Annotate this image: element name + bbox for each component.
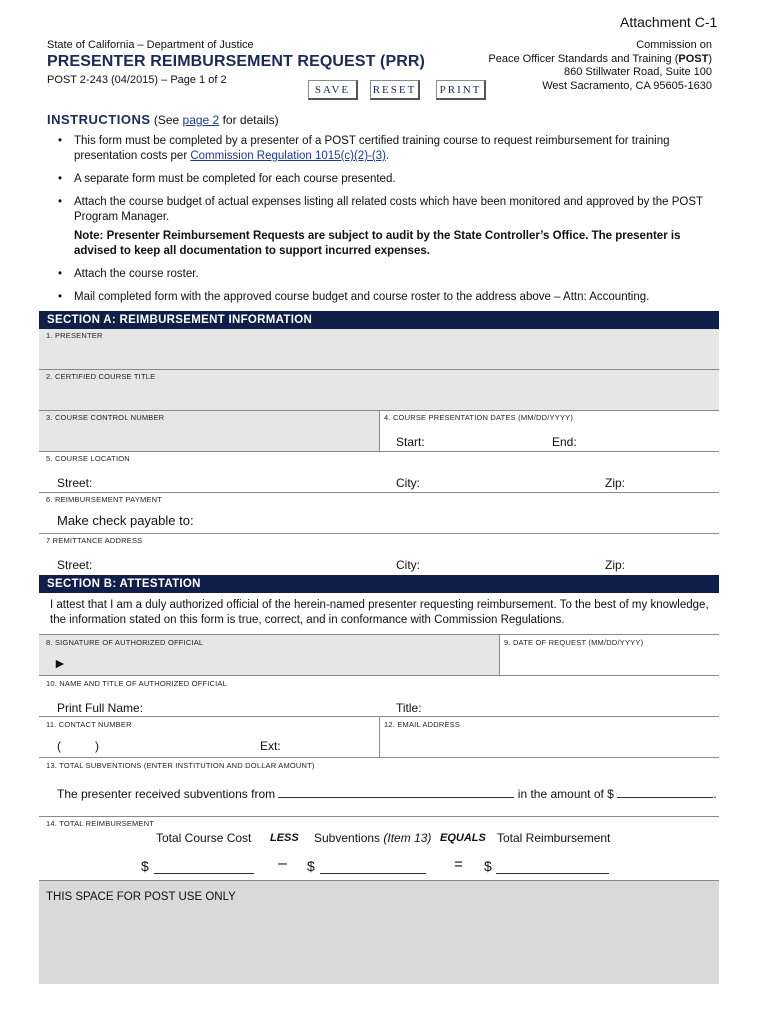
signature-arrow-icon: ► xyxy=(53,655,67,671)
page-2-link[interactable]: page 2 xyxy=(182,113,220,127)
section-a-header: SECTION A: REIMBURSEMENT INFORMATION xyxy=(39,311,719,329)
audit-note: Note: Presenter Reimbursement Requests are subject to audit by the State Controller’s Office. The presenter is advised to keep all documentation to support incurred expenses. xyxy=(74,230,681,257)
subventions-sentence: The presenter received subventions from in the amount of $ . xyxy=(57,787,717,801)
contact-number-label: 11. CONTACT NUMBER xyxy=(46,720,132,729)
list-item: • Attach the course roster. xyxy=(58,267,708,282)
start-date-label: Start: xyxy=(396,435,425,449)
commission-address: Commission on Peace Officer Standards and Training (POST) 860 Stillwater Road, Suite 100 West Sacramento, CA 95605-1630 xyxy=(488,39,712,92)
remit-zip-label: Zip: xyxy=(605,558,626,572)
subventions-amount-field[interactable] xyxy=(320,873,426,874)
payable-to-label: Make check payable to: xyxy=(57,513,194,528)
total-reimbursement-field[interactable] xyxy=(496,873,609,874)
list-item: • Attach the course budget of actual expenses listing all related costs which have been monitored and approved by the POST Program Manager. xyxy=(58,195,708,225)
list-item: • A separate form must be completed for each course presented. xyxy=(58,172,708,187)
location-city-label: City: xyxy=(396,476,420,490)
course-title-label: 2. CERTIFIED COURSE TITLE xyxy=(46,372,156,381)
date-of-request-label: 9. DATE OF REQUEST (MM/DD/YYYY) xyxy=(504,638,644,647)
attestation-text: I attest that I am a duly authorized official of the herein-named presenter requesting reimbursement. To the best of my knowledge, the information stated on this form is true, correct, and in conformance with Commission Regulations. xyxy=(50,599,709,626)
total-reimbursement-text: Total Reimbursement xyxy=(497,831,611,845)
location-zip-label: Zip: xyxy=(605,476,626,490)
official-title-label: Title: xyxy=(396,701,422,715)
dollar-sign: $ xyxy=(484,858,492,874)
subvention-institution-field[interactable] xyxy=(278,786,514,798)
remit-street-label: Street: xyxy=(57,558,93,572)
presenter-label: 1. PRESENTER xyxy=(46,331,103,340)
print-full-name-label: Print Full Name: xyxy=(57,701,144,715)
official-name-title-label: 10. NAME AND TITLE OF AUTHORIZED OFFICIAL xyxy=(46,679,228,688)
signature-label: 8. SIGNATURE OF AUTHORIZED OFFICIAL xyxy=(46,638,204,647)
subvention-amount-field[interactable] xyxy=(617,786,713,798)
area-code-close: ) xyxy=(95,739,99,753)
total-subventions-label: 13. TOTAL SUBVENTIONS (ENTER INSTITUTION AND DOLLAR AMOUNT) xyxy=(46,761,315,770)
reimbursement-payment-label: 6. REIMBURSEMENT PAYMENT xyxy=(46,495,163,504)
end-date-label: End: xyxy=(552,435,577,449)
equals-label: EQUALS xyxy=(440,832,486,844)
subventions-item-label: Subventions (Item 13) xyxy=(314,831,432,845)
total-cost-field[interactable] xyxy=(154,873,254,874)
form-number: POST 2-243 (04/2015) – Page 1 of 2 xyxy=(47,74,227,86)
list-item: • This form must be completed by a presenter of a POST certified training course to request reimbursement for training presentation costs per Commission Regulation 1015(c)(2)-(3). xyxy=(58,134,708,164)
presenter-field[interactable] xyxy=(39,329,719,369)
dollar-sign: $ xyxy=(141,858,149,874)
post-use-label: THIS SPACE FOR POST USE ONLY xyxy=(46,891,236,903)
less-label: LESS xyxy=(270,832,299,844)
course-control-number-label: 3. COURSE CONTROL NUMBER xyxy=(46,413,165,422)
email-address-label: 12. EMAIL ADDRESS xyxy=(384,720,461,729)
remit-city-label: City: xyxy=(396,558,420,572)
agency-name: State of California – Department of Justice xyxy=(47,39,254,51)
course-location-label: 5. COURSE LOCATION xyxy=(46,454,130,463)
save-button[interactable]: SAVE xyxy=(308,80,358,100)
remittance-address-label: 7 REMITTANCE ADDRESS xyxy=(46,536,143,545)
list-item: • Mail completed form with the approved course budget and course roster to the address above – Attn: Accounting. xyxy=(58,290,708,305)
equals-sign: = xyxy=(454,856,463,873)
print-button[interactable]: PRINT xyxy=(436,80,486,100)
attachment-label: Attachment C-1 xyxy=(620,14,718,30)
total-course-cost-label: Total Course Cost xyxy=(156,831,252,845)
location-street-label: Street: xyxy=(57,476,93,490)
total-reimbursement-label: 14. TOTAL REIMBURSEMENT xyxy=(46,819,155,828)
form-title: PRESENTER REIMBURSEMENT REQUEST (PRR) xyxy=(47,53,425,70)
regulation-link[interactable]: Commission Regulation 1015(c)(2)-(3) xyxy=(190,150,386,162)
dollar-sign: $ xyxy=(307,858,315,874)
section-b-header: SECTION B: ATTESTATION xyxy=(39,575,719,593)
presentation-dates-label: 4. COURSE PRESENTATION DATES (MM/DD/YYYY) xyxy=(384,413,574,422)
instructions-list xyxy=(58,134,708,313)
area-code-open: ( xyxy=(57,739,61,753)
extension-label: Ext: xyxy=(260,739,281,753)
instructions-heading: INSTRUCTIONS (See page 2 for details) xyxy=(47,112,279,127)
reset-button[interactable]: RESET xyxy=(370,80,420,100)
minus-sign: – xyxy=(278,855,287,872)
